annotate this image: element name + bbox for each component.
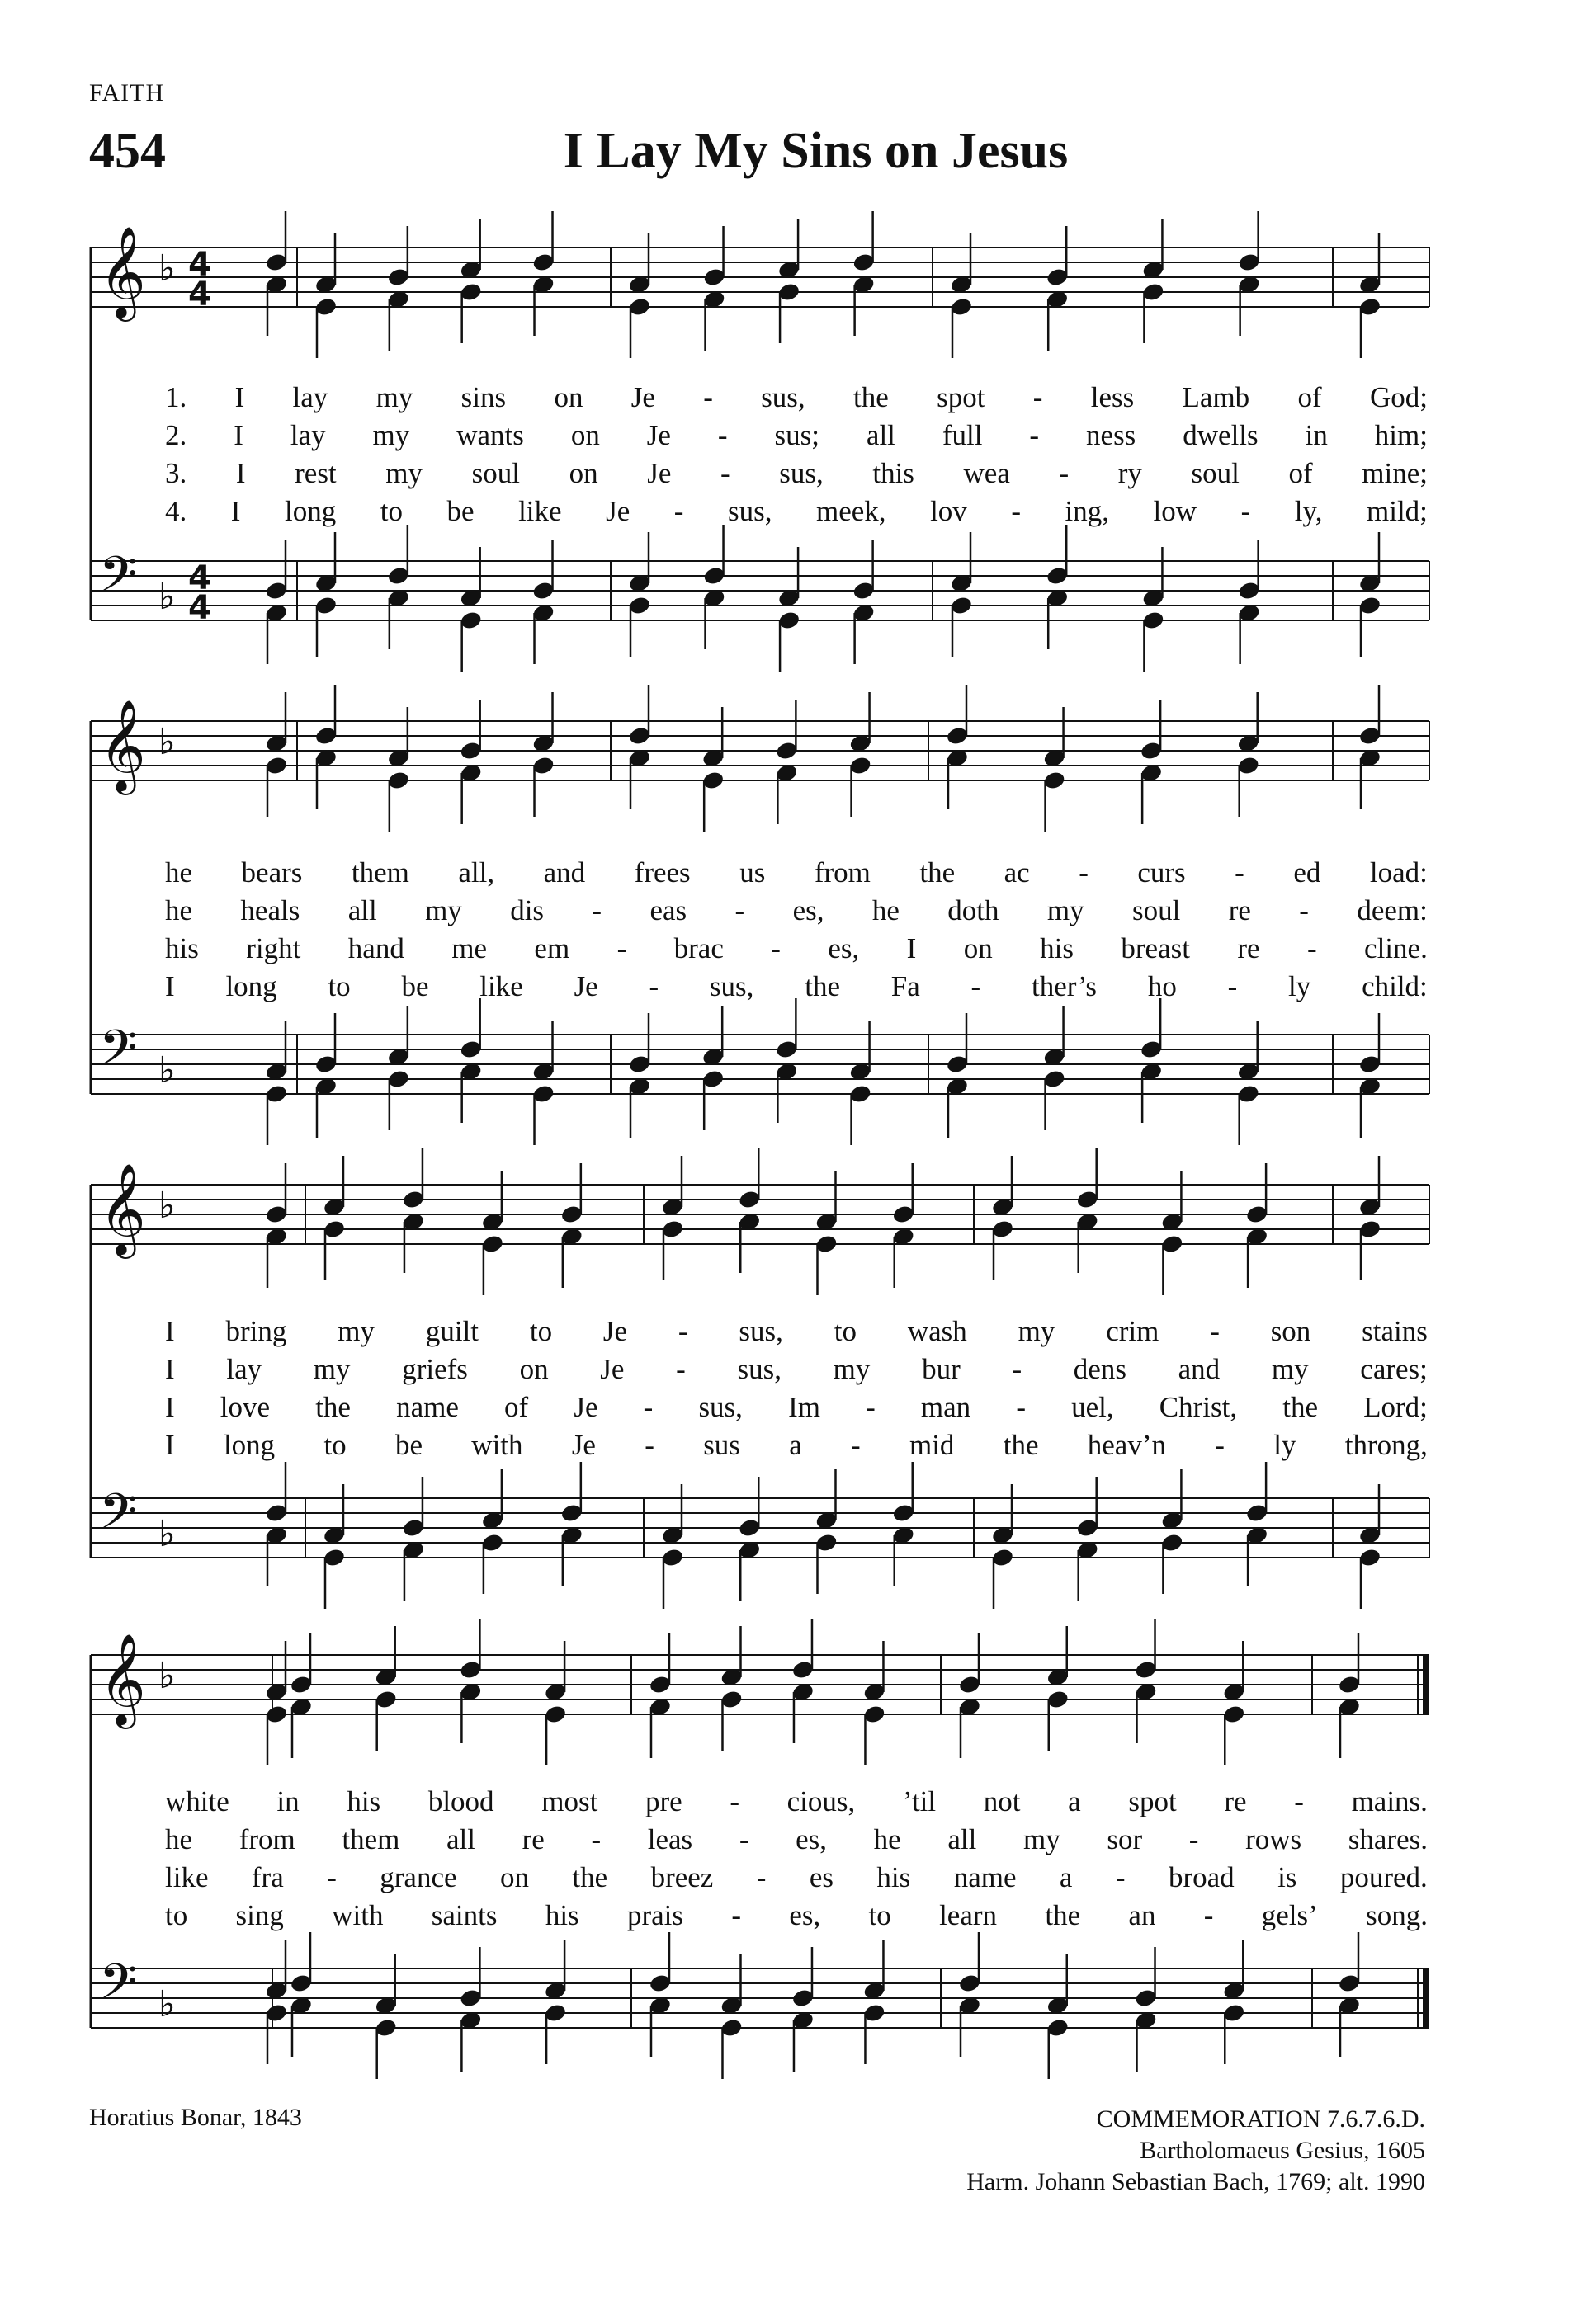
lyric-syllable: I	[230, 495, 241, 527]
lyric-syllable: mine;	[1362, 457, 1428, 489]
lyric-syllable: I	[906, 932, 917, 964]
lyric-syllable: -	[1188, 1823, 1199, 1855]
lyric-syllable: all	[866, 419, 895, 451]
lyric-syllable: like	[479, 970, 523, 1002]
lyric-syllable: -	[1012, 1353, 1022, 1385]
lyric-syllable: he	[165, 1823, 193, 1855]
lyric-syllable: and	[1178, 1353, 1221, 1385]
lyric-syllable: be	[446, 495, 475, 527]
lyric-syllable: em	[534, 932, 570, 964]
flat-key-signature: ♭	[158, 576, 176, 618]
lyric-syllable: of	[504, 1391, 529, 1423]
lyric-syllable: song.	[1366, 1899, 1428, 1931]
flat-key-signature: ♭	[158, 247, 176, 290]
lyric-syllable: -	[1240, 495, 1251, 527]
lyric-syllable: soul	[1131, 894, 1181, 926]
lyric-syllable: fra	[251, 1861, 284, 1893]
lyric-syllable: deem:	[1357, 894, 1428, 926]
lyric-syllable: -	[720, 457, 730, 489]
lyric-syllable: -	[717, 419, 728, 451]
lyric-syllable: them	[351, 856, 409, 889]
flat-key-signature: ♭	[158, 1049, 176, 1091]
lyric-syllable: -	[673, 495, 684, 527]
lyric-syllable: the	[805, 970, 840, 1002]
lyric-syllable: re	[1237, 932, 1260, 964]
lyric-syllable: on	[554, 381, 583, 413]
lyric-syllable: -	[1215, 1429, 1225, 1461]
lyric-line	[165, 1784, 1428, 1820]
lyric-syllable: me	[451, 932, 487, 964]
flat-key-signature: ♭	[158, 721, 176, 763]
lyric-syllable: bring	[225, 1315, 287, 1347]
lyric-syllable: Je	[646, 419, 671, 451]
lyric-syllable: long	[225, 970, 277, 1002]
lyric-syllable: ly	[1288, 970, 1311, 1002]
time-signature-bottom: 4	[188, 589, 211, 627]
lyric-syllable: a	[1059, 1861, 1073, 1893]
lyric-syllable: -	[1235, 856, 1244, 889]
lyric-syllable: I	[234, 381, 245, 413]
lyric-syllable: the	[853, 381, 889, 413]
lyric-syllable: the	[1003, 1429, 1039, 1461]
lyric-syllable: a	[1068, 1785, 1081, 1817]
lyric-syllable: bur	[922, 1353, 961, 1385]
time-signature-top: 4	[188, 559, 211, 597]
lyric-line	[165, 1427, 1428, 1464]
lyric-syllable: ly	[1273, 1429, 1296, 1461]
lyric-syllable: dis	[510, 894, 545, 926]
lyric-line	[165, 1351, 1428, 1388]
lyric-syllable: spot	[937, 381, 985, 413]
lyric-syllable: and	[543, 856, 586, 889]
lyric-syllable: the	[919, 856, 956, 889]
lyric-syllable: he	[871, 894, 900, 926]
treble-clef: 𝄞	[99, 225, 146, 318]
lyric-syllable: broad	[1168, 1861, 1235, 1893]
lyric-syllable: to	[165, 1899, 188, 1931]
lyric-line	[165, 893, 1428, 929]
lyric-syllable: -	[1032, 381, 1043, 413]
lyric-syllable: he	[873, 1823, 901, 1855]
harmonization-credit: Harm. Johann Sebastian Bach, 1769; alt. 1990	[966, 2168, 1425, 2195]
lyric-syllable: with	[332, 1899, 384, 1931]
lyric-syllable: I	[165, 1391, 175, 1423]
lyric-syllable: prais	[626, 1899, 684, 1931]
lyric-syllable: to	[834, 1315, 857, 1347]
lyric-syllable: in	[276, 1785, 300, 1817]
lyric-syllable: -	[771, 932, 781, 964]
lyric-syllable: soul	[1191, 457, 1240, 489]
lyric-syllable: grance	[380, 1861, 457, 1893]
lyric-syllable: es	[809, 1861, 834, 1893]
lyric-syllable: his	[876, 1861, 911, 1893]
lyric-syllable: -	[730, 1785, 739, 1817]
lyric-syllable: Je	[602, 1315, 628, 1347]
lyric-syllable: us	[739, 856, 766, 889]
lyric-syllable: to	[868, 1899, 891, 1931]
lyric-syllable: -	[1210, 1315, 1220, 1347]
lyric-syllable: all	[347, 894, 377, 926]
lyric-syllable: sor	[1107, 1823, 1143, 1855]
lyric-line	[165, 969, 1428, 1005]
lyric-syllable: -	[1016, 1391, 1026, 1423]
lyric-syllable: lay	[292, 381, 328, 413]
lyric-syllable: on	[963, 932, 993, 964]
lyric-syllable: re	[522, 1823, 545, 1855]
lyric-syllable: saints	[431, 1899, 498, 1931]
bass-clef: 𝄢	[99, 1019, 138, 1088]
lyric-syllable: like	[165, 1861, 209, 1893]
lyric-syllable: wash	[907, 1315, 967, 1347]
lyric-line	[165, 1860, 1428, 1896]
lyric-line	[165, 1822, 1428, 1858]
lyric-syllable: -	[678, 1315, 688, 1347]
lyric-syllable: ac	[1004, 856, 1030, 889]
lyric-syllable: breez	[650, 1861, 714, 1893]
text-credit: Horatius Bonar, 1843	[89, 2104, 302, 2131]
lyric-syllable: crim	[1106, 1315, 1159, 1347]
lyric-syllable: uel,	[1071, 1391, 1114, 1423]
lyric-line	[165, 1313, 1428, 1350]
lyric-syllable: ing,	[1065, 495, 1110, 527]
lyric-syllable: name	[396, 1391, 459, 1423]
lyric-syllable: pre	[645, 1785, 682, 1817]
lyric-syllable: hand	[347, 932, 404, 964]
lyric-syllable: his	[347, 1785, 381, 1817]
lyric-syllable: 3.	[165, 457, 187, 489]
lyric-syllable: love	[220, 1391, 271, 1423]
bass-clef: 𝄢	[99, 1483, 138, 1552]
lyric-syllable: be	[394, 1429, 423, 1461]
lyric-syllable: this	[872, 457, 914, 489]
lyric-syllable: my	[313, 1353, 351, 1385]
lyric-line	[165, 1897, 1428, 1934]
lyric-syllable: -	[676, 1353, 686, 1385]
lyric-syllable: -	[734, 894, 745, 926]
lyric-syllable: meek,	[816, 495, 886, 527]
treble-clef: 𝄞	[99, 1633, 146, 1725]
lyric-syllable: breast	[1121, 932, 1190, 964]
lyric-syllable: long	[223, 1429, 276, 1461]
lyric-syllable: sins	[460, 381, 507, 413]
lyric-syllable: I	[235, 457, 246, 489]
lyric-syllable: on	[569, 457, 598, 489]
lyric-syllable: 4.	[165, 495, 187, 527]
lyric-line	[165, 931, 1428, 967]
lyric-syllable: Lamb	[1182, 381, 1250, 413]
lyric-syllable: rows	[1245, 1823, 1302, 1855]
lyric-syllable: lov	[930, 495, 967, 527]
lyric-line	[165, 855, 1428, 891]
lyric-syllable: God;	[1369, 381, 1428, 413]
lyric-syllable: -	[851, 1429, 861, 1461]
lyric-syllable: them	[342, 1823, 400, 1855]
lyric-syllable: is	[1277, 1861, 1297, 1893]
lyric-syllable: lay	[290, 419, 326, 451]
section-label: FAITH	[89, 79, 165, 106]
bass-clef: 𝄢	[99, 545, 138, 615]
lyric-syllable: sus,	[727, 495, 772, 527]
lyric-syllable: lay	[226, 1353, 262, 1385]
lyric-syllable: he	[165, 856, 193, 889]
lyric-syllable: -	[1011, 495, 1021, 527]
lyric-syllable: Je	[647, 457, 672, 489]
lyric-syllable: rest	[295, 457, 337, 489]
lyric-syllable: right	[246, 932, 301, 964]
lyric-syllable: I	[234, 419, 243, 451]
lyric-line	[165, 417, 1428, 454]
hymn-title: I Lay My Sins on Jesus	[563, 123, 1069, 179]
tune-credits	[966, 2104, 1425, 2198]
lyric-syllable: -	[970, 970, 981, 1002]
lyric-syllable: blood	[427, 1785, 494, 1817]
lyric-syllable: heals	[240, 894, 300, 926]
lyric-syllable: to	[328, 970, 351, 1002]
lyric-syllable: -	[739, 1823, 749, 1855]
lyric-syllable: ness	[1086, 419, 1136, 451]
lyric-line	[165, 1389, 1428, 1426]
lyric-syllable: my	[385, 457, 423, 489]
lyric-syllable: eas	[649, 894, 687, 926]
flat-key-signature: ♭	[158, 1983, 176, 2025]
lyric-syllable: to	[323, 1429, 347, 1461]
lyric-syllable: my	[375, 381, 413, 413]
lyric-syllable: an	[1128, 1899, 1156, 1931]
lyric-syllable: cline.	[1364, 932, 1428, 964]
lyric-syllable: dens	[1073, 1353, 1126, 1385]
final-barline	[1423, 1968, 1429, 2028]
lyric-syllable: ’til	[902, 1785, 937, 1817]
lyric-syllable: es,	[789, 1899, 821, 1931]
lyric-syllable: all,	[458, 856, 495, 889]
lyric-syllable: mild;	[1367, 495, 1428, 527]
lyric-syllable: re	[1224, 1785, 1247, 1817]
lyric-syllable: in	[1305, 419, 1328, 451]
lyric-syllable: es,	[828, 932, 860, 964]
lyric-syllable: sing	[235, 1899, 284, 1931]
lyric-syllable: -	[1029, 419, 1040, 451]
lyric-syllable: my	[425, 894, 462, 926]
lyric-syllable: wea	[963, 457, 1010, 489]
lyric-syllable: -	[703, 381, 713, 413]
lyric-syllable: the	[1045, 1899, 1081, 1931]
time-signature-top: 4	[188, 246, 211, 284]
lyric-syllable: mid	[909, 1429, 955, 1461]
lyric-syllable: Lord;	[1363, 1391, 1428, 1423]
lyric-syllable: my	[1018, 1315, 1055, 1347]
lyric-syllable: his	[545, 1899, 579, 1931]
lyric-syllable: sus,	[761, 381, 805, 413]
lyric-syllable: bears	[241, 856, 303, 889]
lyric-syllable: stains	[1362, 1315, 1428, 1347]
lyric-syllable: ther’s	[1031, 970, 1098, 1002]
lyric-line	[165, 493, 1428, 530]
lyric-syllable: all	[446, 1823, 475, 1855]
lyric-syllable: frees	[634, 856, 691, 889]
time-signature-bottom: 4	[188, 276, 211, 313]
lyric-syllable: on	[499, 1861, 529, 1893]
lyric-line	[165, 455, 1428, 492]
lyric-syllable: be	[401, 970, 429, 1002]
lyric-syllable: dwells	[1183, 419, 1259, 451]
lyric-syllable: ed	[1293, 856, 1321, 889]
lyric-syllable: to	[380, 495, 403, 527]
lyric-syllable: my	[338, 1315, 375, 1347]
lyric-syllable: -	[643, 1391, 654, 1423]
hymn-number: 454	[89, 123, 166, 179]
composer-credit: Bartholomaeus Gesius, 1605	[1140, 2137, 1425, 2164]
lyric-syllable: -	[591, 1823, 602, 1855]
lyric-syllable: from	[814, 856, 871, 889]
lyric-syllable: most	[541, 1785, 598, 1817]
lyric-syllable: my	[372, 419, 410, 451]
lyric-syllable: Fa	[890, 970, 920, 1002]
lyric-syllable: -	[1227, 970, 1238, 1002]
lyric-syllable: -	[756, 1861, 767, 1893]
lyric-syllable: sus,	[698, 1391, 743, 1423]
lyric-syllable: learn	[939, 1899, 998, 1931]
lyric-syllable: low	[1153, 495, 1197, 527]
lyric-syllable: I	[165, 1353, 175, 1385]
lyric-syllable: the	[315, 1391, 351, 1423]
lyric-syllable: cares;	[1360, 1353, 1428, 1385]
lyric-syllable: his	[1040, 932, 1074, 964]
lyric-syllable: full	[942, 419, 983, 451]
lyric-syllable: load:	[1369, 856, 1428, 889]
lyric-syllable: him;	[1374, 419, 1428, 451]
lyric-syllable: -	[1299, 894, 1309, 926]
lyric-syllable: I	[165, 1429, 175, 1461]
lyric-syllable: gels’	[1261, 1899, 1318, 1931]
lyric-syllable: my	[833, 1353, 871, 1385]
lyric-syllable: guilt	[425, 1315, 479, 1347]
lyric-syllable: leas	[647, 1823, 693, 1855]
lyric-syllable: white	[165, 1785, 229, 1817]
lyric-syllable: I	[165, 1315, 175, 1347]
bass-clef: 𝄢	[99, 1953, 138, 2022]
lyric-syllable: cious,	[786, 1785, 856, 1817]
lyric-syllable: heav’n	[1087, 1429, 1166, 1461]
lyric-syllable: the	[572, 1861, 608, 1893]
lyric-syllable: Je	[630, 381, 655, 413]
lyric-syllable: long	[284, 495, 337, 527]
lyric-syllable: all	[947, 1823, 977, 1855]
lyric-syllable: wants	[456, 419, 524, 451]
lyric-syllable: sus,	[737, 1353, 782, 1385]
flat-key-signature: ♭	[158, 1655, 176, 1697]
lyric-syllable: sus,	[739, 1315, 783, 1347]
lyric-syllable: to	[529, 1315, 553, 1347]
lyric-syllable: a	[789, 1429, 802, 1461]
lyric-syllable: sus,	[779, 457, 824, 489]
lyric-syllable: -	[731, 1899, 741, 1931]
lyric-syllable: Im	[788, 1391, 820, 1423]
lyric-syllable: sus,	[709, 970, 754, 1002]
lyric-syllable: he	[165, 894, 193, 926]
lyric-syllable: re	[1228, 894, 1251, 926]
lyric-syllable: of	[1297, 381, 1322, 413]
tune-name-meter: COMMEMORATION 7.6.7.6.D.	[1096, 2105, 1425, 2133]
lyric-syllable: with	[471, 1429, 523, 1461]
lyric-syllable: spot	[1128, 1785, 1177, 1817]
lyric-syllable: child:	[1362, 970, 1428, 1002]
lyric-syllable: on	[570, 419, 600, 451]
lyric-syllable: -	[645, 1429, 654, 1461]
lyric-syllable: 1.	[165, 381, 187, 413]
lyric-syllable: Je	[571, 1429, 596, 1461]
lyric-syllable: -	[1115, 1861, 1126, 1893]
lyric-syllable: ly,	[1294, 495, 1323, 527]
lyric-syllable: curs	[1137, 856, 1186, 889]
lyric-syllable: -	[1059, 457, 1070, 489]
lyric-syllable: -	[1294, 1785, 1304, 1817]
lyric-syllable: soul	[471, 457, 520, 489]
lyric-syllable: -	[616, 932, 627, 964]
lyric-syllable: not	[983, 1785, 1021, 1817]
lyric-syllable: Je	[574, 1391, 598, 1423]
lyric-syllable: son	[1270, 1315, 1311, 1347]
lyric-syllable: on	[519, 1353, 549, 1385]
lyric-syllable: my	[1022, 1823, 1060, 1855]
lyric-syllable: Je	[606, 495, 630, 527]
lyric-syllable: man	[920, 1391, 971, 1423]
lyric-syllable: Je	[600, 1353, 625, 1385]
lyric-syllable: my	[1046, 894, 1084, 926]
lyric-syllable: Christ,	[1159, 1391, 1238, 1423]
lyric-line	[165, 379, 1428, 416]
lyric-syllable: name	[953, 1861, 1017, 1893]
lyric-syllable: of	[1288, 457, 1313, 489]
lyric-syllable: ho	[1147, 970, 1177, 1002]
lyric-syllable: poured.	[1339, 1861, 1428, 1893]
lyric-syllable: -	[592, 894, 602, 926]
lyric-syllable: like	[518, 495, 562, 527]
lyric-syllable: griefs	[402, 1353, 468, 1385]
lyric-syllable: less	[1090, 381, 1135, 413]
lyric-syllable: sus	[703, 1429, 740, 1461]
lyric-syllable: brac	[673, 932, 724, 964]
lyric-syllable: from	[238, 1823, 295, 1855]
lyric-syllable: -	[866, 1391, 876, 1423]
lyric-syllable: mains.	[1351, 1785, 1428, 1817]
lyric-syllable: ry	[1117, 457, 1142, 489]
lyric-syllable: -	[327, 1861, 337, 1893]
lyric-syllable: es,	[792, 894, 824, 926]
lyric-syllable: es,	[796, 1823, 828, 1855]
lyric-syllable: the	[1282, 1391, 1318, 1423]
treble-clef: 𝄞	[99, 1162, 146, 1255]
lyric-syllable: -	[1306, 932, 1317, 964]
lyric-syllable: throng,	[1344, 1429, 1428, 1461]
final-barline	[1423, 1655, 1429, 1714]
lyric-syllable: -	[649, 970, 659, 1002]
lyric-syllable: doth	[947, 894, 999, 926]
lyric-syllable: I	[165, 970, 175, 1002]
lyric-syllable: my	[1271, 1353, 1309, 1385]
flat-key-signature: ♭	[158, 1513, 176, 1555]
lyric-syllable: sus;	[774, 419, 819, 451]
lyric-syllable: -	[1203, 1899, 1214, 1931]
lyric-syllable: Je	[574, 970, 598, 1002]
lyric-syllable: 2.	[165, 419, 187, 451]
lyric-syllable: his	[165, 932, 199, 964]
flat-key-signature: ♭	[158, 1185, 176, 1227]
treble-clef: 𝄞	[99, 699, 146, 791]
lyric-syllable: -	[1079, 856, 1089, 889]
lyric-syllable: shares.	[1348, 1823, 1428, 1855]
